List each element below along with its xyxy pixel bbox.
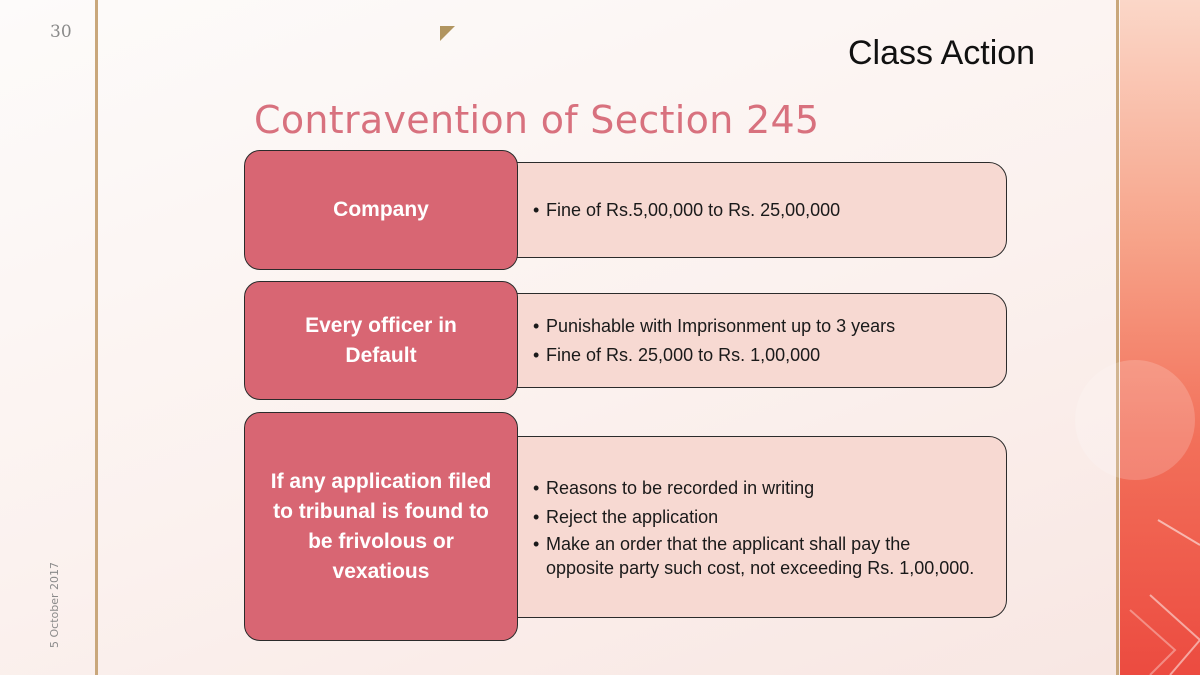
bullet-list bbox=[501, 312, 895, 370]
label-box-company bbox=[244, 150, 518, 270]
detail-box-officer bbox=[500, 293, 1007, 388]
header-title: Class Action bbox=[848, 34, 1036, 72]
detail-box-company bbox=[500, 162, 1007, 258]
bullet-item: • Fine of Rs. 25,000 to Rs. 1,00,000 bbox=[533, 341, 895, 370]
bullet-item: • Punishable with Imprisonment up to 3 years bbox=[533, 312, 895, 341]
label-box-officer bbox=[244, 281, 518, 400]
page-number: 30 bbox=[50, 22, 72, 42]
bullet-item: • Make an order that the applicant shall pay the opposite party such cost, not exceeding Rs. 1,00,000. bbox=[533, 532, 976, 580]
bullet-item: • Fine of Rs.5,00,000 to Rs. 25,00,000 bbox=[533, 196, 840, 225]
row-label: Company bbox=[333, 198, 429, 221]
bullet-item: • Reasons to be recorded in writing bbox=[533, 474, 976, 503]
label-box-application bbox=[244, 412, 518, 641]
bullet-item: • Reject the application bbox=[533, 503, 976, 532]
slide-date: 5 October 2017 bbox=[48, 561, 61, 648]
bullet-list bbox=[501, 196, 840, 225]
row-label: If any application filed to tribunal is found to be frivolous or vexatious bbox=[270, 469, 492, 583]
slide-title: Contravention of Section 245 bbox=[254, 98, 820, 142]
detail-box-application bbox=[500, 436, 1007, 618]
corner-triangle-icon bbox=[440, 26, 455, 41]
row-label: Every officer in Default bbox=[305, 313, 457, 367]
bullet-list bbox=[501, 474, 1006, 580]
